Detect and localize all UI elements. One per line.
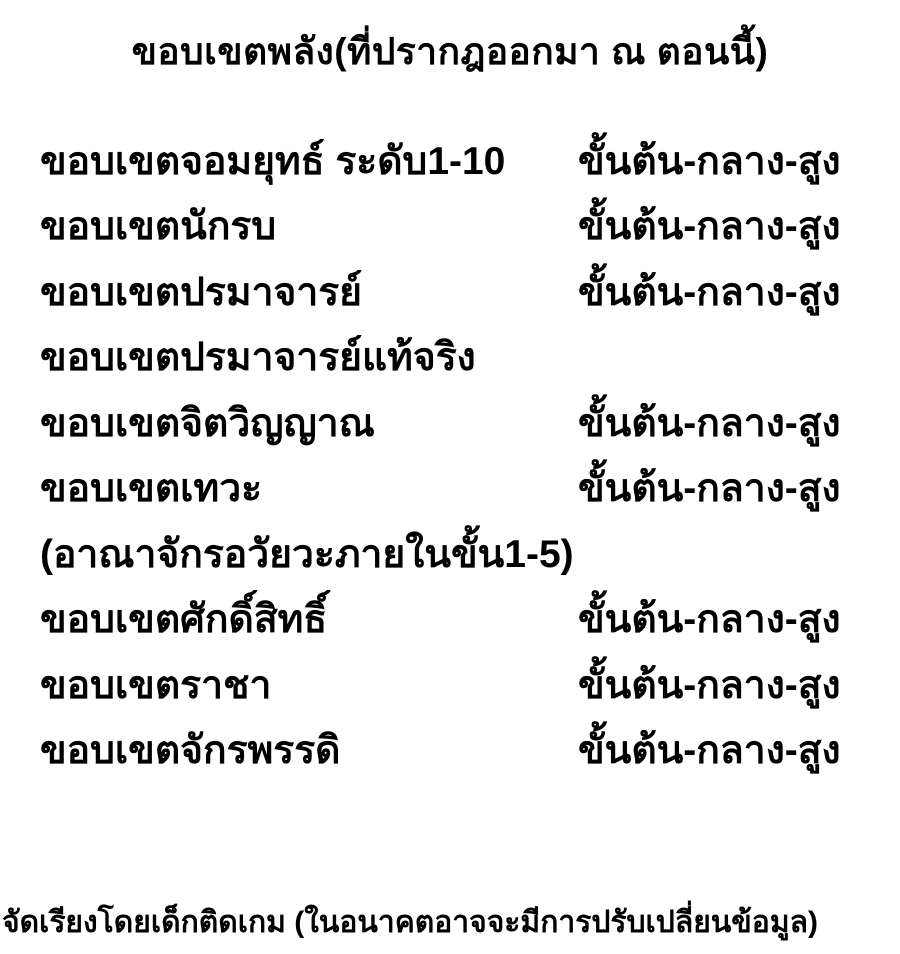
realm-name: ขอบเขตจิตวิญญาณ xyxy=(40,401,375,445)
realm-row xyxy=(40,587,890,653)
realm-levels: ขั้นต้น-กลาง-สูง xyxy=(578,139,841,183)
realm-levels: ขั้นต้น-กลาง-สูง xyxy=(578,205,841,249)
realm-row xyxy=(40,456,890,522)
realm-name: ขอบเขตปรมาจารย์แท้จริง xyxy=(40,336,476,380)
realm-row xyxy=(40,521,890,587)
realm-row xyxy=(40,128,890,194)
realm-name: ขอบเขตจอมยุทธ์ ระดับ1-10 xyxy=(40,139,506,183)
realm-row xyxy=(40,325,890,391)
realm-name: ขอบเขตนักรบ xyxy=(40,205,277,249)
page-title: ขอบเขตพลัง(ที่ปรากฎออกมา ณ ตอนนี้) xyxy=(131,31,769,72)
realm-levels: ขั้นต้น-กลาง-สูง xyxy=(578,663,841,707)
realm-levels: ขั้นต้น-กลาง-สูง xyxy=(578,598,841,642)
realm-row xyxy=(40,390,890,456)
realm-name: ขอบเขตเทวะ xyxy=(40,467,263,511)
realm-levels: ขั้นต้น-กลาง-สูง xyxy=(578,467,841,511)
realm-name: ขอบเขตศักดิ์สิทธิ์ xyxy=(40,598,328,642)
realm-levels: ขั้นต้น-กลาง-สูง xyxy=(578,270,841,314)
realm-name: ขอบเขตปรมาจารย์ xyxy=(40,270,363,314)
realm-list xyxy=(40,128,890,783)
footer-note: จัดเรียงโดยเด็กติดเกม (ในอนาคตอาจจะมีการปรับเปลี่ยนข้อมูล) xyxy=(2,906,818,939)
realm-name: ขอบเขตจักรพรรดิ xyxy=(40,729,341,773)
realm-levels: ขั้นต้น-กลาง-สูง xyxy=(578,729,841,773)
realm-row xyxy=(40,718,890,784)
realm-name: (อาณาจักรอวัยวะภายในขั้น1-5) xyxy=(40,532,574,576)
realm-name: ขอบเขตราชา xyxy=(40,663,272,707)
realm-levels: ขั้นต้น-กลาง-สูง xyxy=(578,401,841,445)
realm-row xyxy=(40,194,890,260)
realm-row xyxy=(40,259,890,325)
realm-row xyxy=(40,652,890,718)
